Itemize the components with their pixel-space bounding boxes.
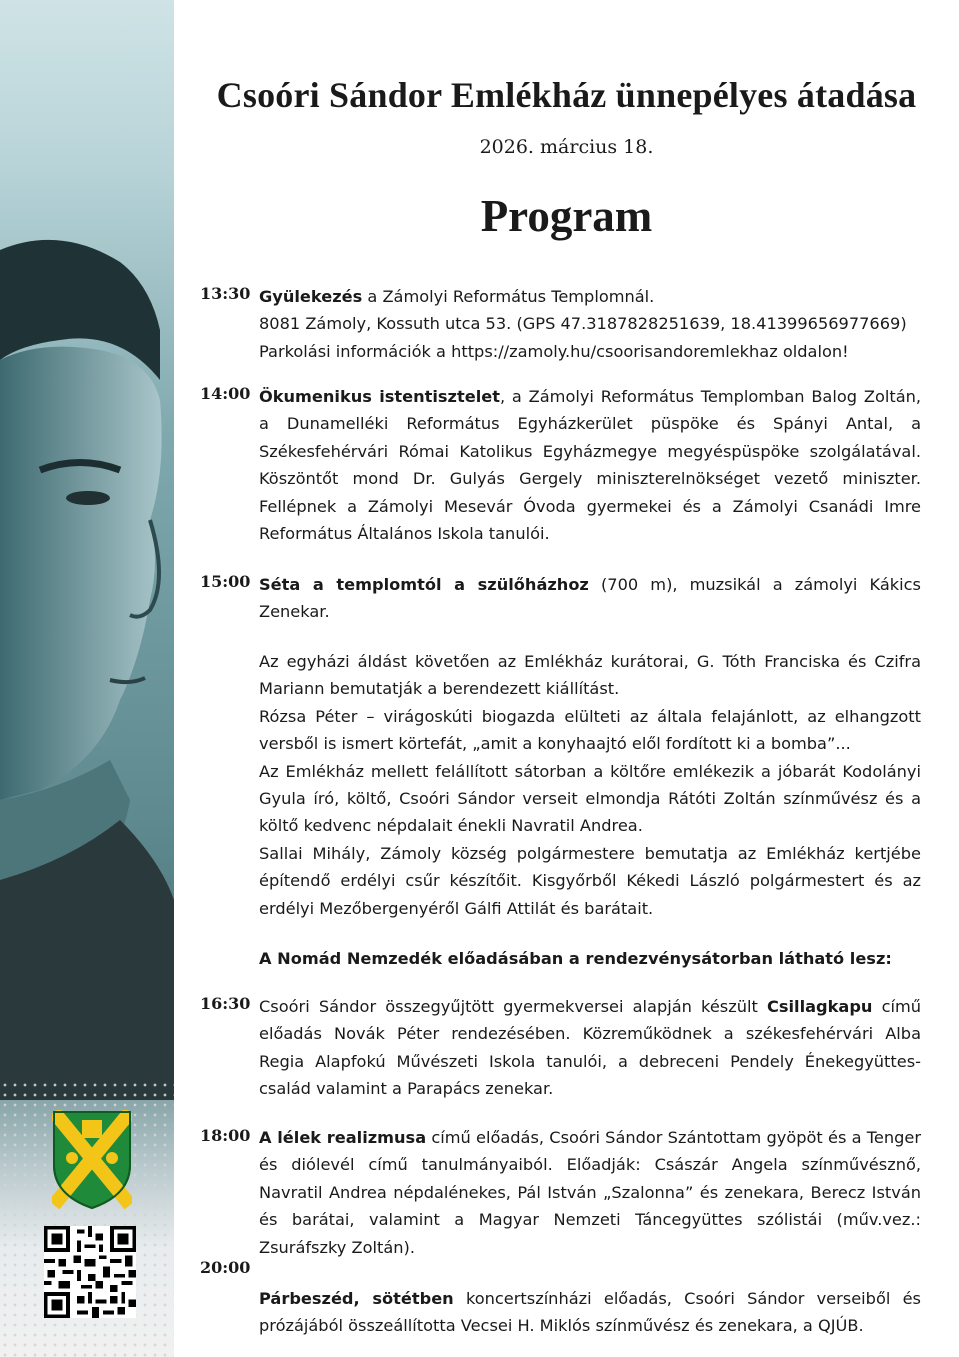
portrait-image <box>0 0 174 1100</box>
schedule-lead: A lélek realizmusa <box>259 1128 427 1147</box>
schedule-time: 13:30 <box>200 284 251 303</box>
schedule-text: koncertszínházi előadás, Csoóri Sándor verseiből és prózájából összeállította Vecsei H. Miklós színművész és zenekara, a QJÚB. <box>259 1289 921 1336</box>
schedule-time: 16:30 <box>200 994 251 1013</box>
schedule-text: című előadás Novák Péter rendezésében. Közreműködnek a székesfehérvári Alba Regia Alapfokú Művészeti Iskola tanulói, a debreceni Pendely Énekegyüttes-család valamint a Parapács zenekar. <box>259 997 922 1099</box>
coat-of-arms-icon <box>52 1110 132 1210</box>
schedule-lead: Párbeszéd, sötétben <box>259 1289 454 1308</box>
schedule-item <box>259 1124 921 1261</box>
schedule-pretext: Csoóri Sándor összegyűjtött gyermekversei alapján készült <box>259 997 767 1016</box>
detail-paragraph: Rózsa Péter – virágoskúti biogazda elülteti az általa felajánlott, az elhangzott versből is ismert körtefát, „amit a konyhaajtó elől fordított ki a bomba”... <box>259 706 921 754</box>
schedule-text: a Zámolyi Református Templomnál. <box>362 287 655 306</box>
section-heading: A Nomád Nemzedék előadásában a rendezvénysátorban látható lesz: <box>259 949 892 968</box>
detail-paragraph: Az Emlékház mellett felállított sátorban a költőre emlékezik a jóbarát Kodolányi Gyula író, költő, Csoóri Sándor verseit elmondja Rátóti Zoltán színművész és a költő kedvenc népdalait énekli Navratil Andrea. <box>259 761 921 836</box>
event-date: 2026. március 18. <box>479 136 654 158</box>
program-heading: Program <box>480 191 653 241</box>
details-block <box>259 648 921 922</box>
schedule-item <box>259 383 921 547</box>
parking-info: Parkolási információk a https://zamoly.hu/csoorisandoremlekhaz oldalon! <box>259 341 849 361</box>
schedule-time: 14:00 <box>200 384 251 403</box>
schedule-lead: Séta a templomtól a szülőházhoz <box>259 575 589 594</box>
schedule-item <box>259 571 921 626</box>
qr-code[interactable] <box>44 1226 136 1318</box>
schedule-time: 15:00 <box>200 572 251 591</box>
schedule-text: (700 m), muzsikál a zámolyi Kákics Zenekar. <box>259 575 921 622</box>
schedule-text: című előadás, Csoóri Sándor Szántottam gyöpöt és a Tenger és diólevél című tanulmányaiból. Előadják: Császár Angela színművésznő, Navratil Andrea népdalénekes, Pál István „Szalonna” és zenekara, Berecz István és barátai, valamint a Magyar Nemzeti Táncegyüttes szólistái (műv.vez.: Zsuráfszky Zoltán). <box>259 1128 921 1257</box>
schedule-item <box>259 1285 921 1340</box>
detail-paragraph: Sallai Mihály, Zámoly község polgármestere bemutatja az Emlékház kertjébe építendő erdélyi csűr készítőit. Kisgyőrből Kékedi László polgármestert és az erdélyi Mezőbergenyéről Gálfi Attilát és barátait. <box>259 843 921 918</box>
detail-paragraph: Az egyházi áldást követően az Emlékház kurátorai, G. Tóth Franciska és Czifra Mariann bemutatják a berendezett kiállítást. <box>259 652 921 699</box>
sidebar-panel <box>0 0 174 1357</box>
address-line: 8081 Zámoly, Kossuth utca 53. (GPS 47.3187828251639, 18.41399656977669) <box>259 314 907 334</box>
schedule-item <box>259 993 921 1103</box>
schedule-lead: Csillagkapu <box>766 997 873 1016</box>
schedule-item <box>259 283 921 365</box>
schedule-lead: Ökumenikus istentisztelet <box>259 387 500 406</box>
page-title: Csoóri Sándor Emlékház ünnepélyes átadása <box>216 75 917 115</box>
schedule-time: 20:00 <box>200 1258 251 1277</box>
schedule-lead: Gyülekezés <box>259 287 363 306</box>
schedule-text: , a Zámolyi Református Templomban Balog Zoltán, a Dunamelléki Református Egyházkerület püspöke és Spányi Antal, a Székesfehérvári Római Katolikus Egyházmegye megyéspüspöke szolgálatával. Köszöntőt mond Dr. Gulyás Gergely miniszterelnökséget vezető miniszter. Fellépnek a Zámolyi Mesevár Óvoda gyermekei és a Zámolyi Csanádi Imre Református Általános Iskola tanulói. <box>259 387 922 544</box>
schedule-time: 18:00 <box>200 1126 251 1145</box>
